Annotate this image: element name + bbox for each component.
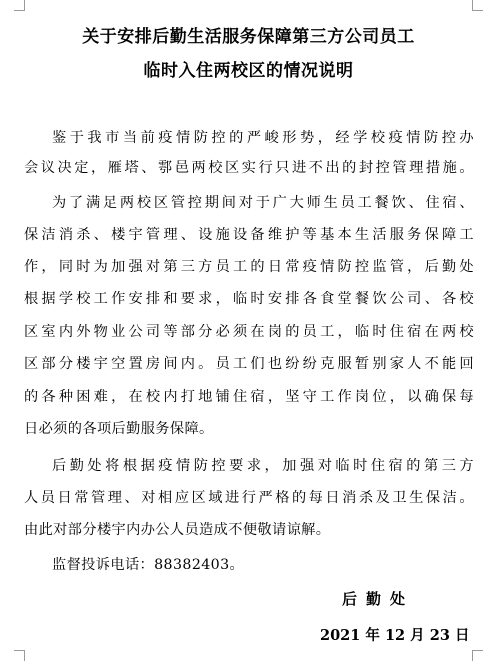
crop-mark-bottom-right <box>472 650 483 661</box>
document-title-line-1: 关于安排后勤生活服务保障第三方公司员工 <box>82 27 415 47</box>
paragraph-2-line: 根据学校工作安排和要求，临时安排各食堂餐饮公司、各校 <box>24 291 474 307</box>
paragraph-3-line: 由此对部分楼宇内办公人员造成不便敬请谅解。 <box>24 522 331 538</box>
paragraph-1-line: 会议决定，雁塔、鄠邑两校区实行只进不出的封控管理措施。 <box>24 160 474 176</box>
paragraph-2-line: 为了满足两校区管控期间对于广大师生员工餐饮、住宿、 <box>52 195 474 211</box>
crop-mark-bottom-left <box>14 650 25 661</box>
paragraph-2-line: 的各种困难，在校内打地铺住宿，坚守工作岗位，以确保每 <box>24 389 474 405</box>
paragraph-3-line: 后勤处将根据疫情防控要求，加强对临时住宿的第三方 <box>52 458 474 474</box>
paragraph-2-line: 作，同时为加强对第三方员工的日常疫情防控监管，后勤处 <box>24 259 474 275</box>
paragraph-2-line: 区部分楼宇空置房间内。员工们也纷纷克服暂别家人不能回 <box>24 356 474 372</box>
crop-mark-top-right <box>472 0 483 11</box>
signature: 后勤处 <box>342 590 415 608</box>
document-date: 2021 年 12 月 23 日 <box>320 627 470 644</box>
crop-mark-top-left <box>14 0 25 11</box>
paragraph-3-line: 人员日常管理、对相应区域进行严格的每日消杀及卫生保洁。 <box>24 490 474 506</box>
document-title-line-2: 临时入住两校区的情况说明 <box>143 61 354 81</box>
paragraph-2-line: 日必须的各项后勤服务保障。 <box>24 421 214 437</box>
paragraph-1-line: 鉴于我市当前疫情防控的严峻形势，经学校疫情防控办 <box>52 130 474 146</box>
paragraph-2-line: 保洁消杀、楼宇管理、设施设备维护等基本生活服务保障工 <box>24 227 474 243</box>
complaint-hotline: 监督投诉电话：88382403。 <box>52 557 245 573</box>
paragraph-2-line: 区室内外物业公司等部分必须在岗的员工，临时住宿在两校 <box>24 324 474 340</box>
